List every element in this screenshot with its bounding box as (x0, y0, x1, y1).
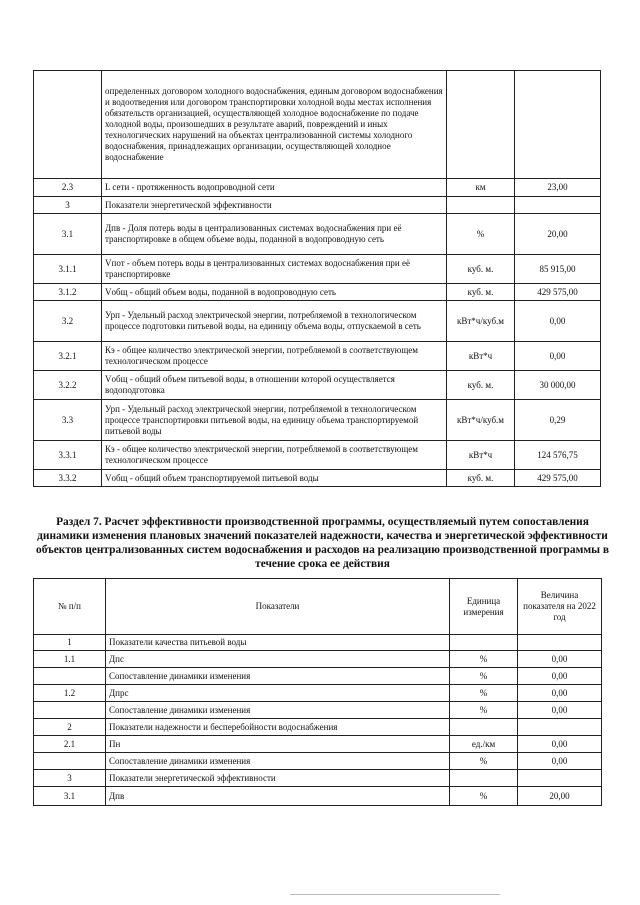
table-row (34, 702, 602, 719)
row-number: 3.2 (34, 301, 102, 342)
row-unit: % (450, 668, 518, 685)
row-value: 0,00 (515, 301, 601, 342)
table-row (34, 342, 601, 371)
row-description: Показатели качества питьевой воды (106, 635, 450, 651)
header-number: № п/п (34, 579, 106, 635)
row-number: 2 (34, 719, 106, 736)
row-description: Показатели энергетической эффективности (106, 770, 450, 787)
row-unit: % (447, 214, 515, 255)
row-value (518, 719, 602, 736)
row-value: 124 576,75 (515, 441, 601, 470)
row-description: Дпв (106, 787, 450, 806)
row-description: Дпв - Доля потерь воды в централизованных системах водоснабжения при её транспортировке в общем объеме воды, поданной в водопроводную сеть (102, 214, 447, 255)
table-row (34, 787, 602, 806)
row-description: Кэ - общее количество электрической энергии, потребляемой в соответствующем технологическом процессе (102, 342, 447, 371)
row-description: Показатели надежности и бесперебойности водоснабжения (106, 719, 450, 736)
row-number (34, 702, 106, 719)
row-description: Сопоставление динамики изменения (106, 753, 450, 770)
row-unit: куб. м. (447, 284, 515, 301)
row-unit: % (450, 753, 518, 770)
row-unit: % (450, 651, 518, 668)
row-number: 3 (34, 197, 102, 214)
row-number: 1.1 (34, 651, 106, 668)
efficiency-indicators-table (33, 70, 601, 487)
row-value: 429 575,00 (515, 470, 601, 487)
row-value: 20,00 (515, 214, 601, 255)
row-number: 1 (34, 635, 106, 651)
row-number: 3.1.1 (34, 255, 102, 284)
table-row (34, 301, 601, 342)
row-number: 3.2.2 (34, 371, 102, 400)
table-row (34, 668, 602, 685)
page-bottom-rule (290, 894, 500, 895)
table-row (34, 71, 601, 179)
row-value: 23,00 (515, 179, 601, 197)
table-row (34, 736, 602, 753)
row-description: Кэ - общее количество электрической энергии, потребляемой в соответствующем технологическом процессе (102, 441, 447, 470)
table-row (34, 685, 602, 702)
table-row (34, 635, 602, 651)
row-unit: кВт*ч/куб.м (447, 301, 515, 342)
row-unit: % (450, 685, 518, 702)
row-unit: куб. м. (447, 371, 515, 400)
row-unit (447, 197, 515, 214)
row-description: Сопоставление динамики изменения (106, 702, 450, 719)
row-value (515, 71, 601, 179)
row-value: 0,00 (518, 736, 602, 753)
row-number: 3.3.1 (34, 441, 102, 470)
table-row (34, 719, 602, 736)
header-value: Величина показателя на 2022 год (518, 579, 602, 635)
row-unit: куб. м. (447, 255, 515, 284)
row-value: 0,00 (518, 668, 602, 685)
row-value (515, 197, 601, 214)
row-number: 2.1 (34, 736, 106, 753)
table-row (34, 400, 601, 441)
row-description: Пн (106, 736, 450, 753)
row-unit: куб. м. (447, 470, 515, 487)
row-number: 2.3 (34, 179, 102, 197)
table-row (34, 441, 601, 470)
row-number (34, 753, 106, 770)
row-number: 3.2.1 (34, 342, 102, 371)
row-number: 3 (34, 770, 106, 787)
table-row (34, 753, 602, 770)
row-number: 1.2 (34, 685, 106, 702)
header-unit: Единица измерения (450, 579, 518, 635)
table-header-row (34, 579, 602, 635)
program-efficiency-table (33, 578, 602, 806)
row-unit: % (450, 702, 518, 719)
row-description: Показатели энергетической эффективности (102, 197, 447, 214)
table-row (34, 214, 601, 255)
row-number: 3.3.2 (34, 470, 102, 487)
row-unit: кВт*ч (447, 441, 515, 470)
table-row (34, 651, 602, 668)
table-row (34, 197, 601, 214)
row-number: 3.3 (34, 400, 102, 441)
row-description: Vобщ - общий объем питьевой воды, в отношении которой осуществляется водоподготовка (102, 371, 447, 400)
row-description: L сети - протяженность водопроводной сети (102, 179, 447, 197)
row-value: 85 915,00 (515, 255, 601, 284)
row-value: 0,29 (515, 400, 601, 441)
row-number: 3.1.2 (34, 284, 102, 301)
row-number: 3.1 (34, 787, 106, 806)
row-value: 0,00 (518, 702, 602, 719)
row-unit: % (450, 787, 518, 806)
row-description: Сопоставление динамики изменения (106, 668, 450, 685)
row-unit (447, 71, 515, 179)
row-value: 20,00 (518, 787, 602, 806)
section-7-heading: Раздел 7. Расчет эффективности производственной программы, осуществляемый путем сопоставления динамики изменения плановых значений показателей надежности, качества и энергетической эффективности объектов централизованных систем водоснабжения и расходов на реализацию производственной программы в течение срока ее действия (36, 516, 609, 570)
row-unit (450, 635, 518, 651)
row-unit: ед./км (450, 736, 518, 753)
table-row (34, 470, 601, 487)
row-description: Vобщ - общий объем воды, поданной в водопроводную сеть (102, 284, 447, 301)
row-description: Vобщ - общий объем транспортируемой питьевой воды (102, 470, 447, 487)
row-number (34, 71, 102, 179)
row-description: Дпрс (106, 685, 450, 702)
row-description: Дпс (106, 651, 450, 668)
row-description: Урп - Удельный расход электрической энергии, потребляемой в технологическом процессе подготовки питьевой воды, на единицу объема воды, отпускаемой в сеть (102, 301, 447, 342)
header-indicators: Показатели (106, 579, 450, 635)
table-row (34, 179, 601, 197)
row-unit (450, 770, 518, 787)
row-unit: кВт*ч (447, 342, 515, 371)
row-description: Урп - Удельный расход электрической энергии, потребляемой в технологическом процессе транспортировки питьевой воды, на единицу объема транспортируемой питьевой воды (102, 400, 447, 441)
row-description: Vпот - объем потерь воды в централизованных системах водоснабжения при её транспортировке (102, 255, 447, 284)
row-unit (450, 719, 518, 736)
row-description: определенных договором холодного водоснабжения, единым договором водоснабжения и водоотведения или договором транспортировки холодной воды местах исполнения обязательств организацией, осуществляющей холодное водоснабжение по подаче холодной воды, произошедших в результате аварий, повреждений и иных технологических нарушений на объектах централизованной системы холодного водоснабжения, принадлежащих организации, осуществляющей холодное водоснабжение (102, 71, 447, 179)
table-row (34, 371, 601, 400)
row-value (518, 770, 602, 787)
table-row (34, 255, 601, 284)
row-unit: км (447, 179, 515, 197)
row-value: 0,00 (518, 753, 602, 770)
row-value: 30 000,00 (515, 371, 601, 400)
row-value: 0,00 (515, 342, 601, 371)
row-value (518, 635, 602, 651)
table-row (34, 284, 601, 301)
row-number (34, 668, 106, 685)
row-value: 0,00 (518, 685, 602, 702)
row-value: 0,00 (518, 651, 602, 668)
row-unit: кВт*ч/куб.м (447, 400, 515, 441)
table-row (34, 770, 602, 787)
row-value: 429 575,00 (515, 284, 601, 301)
row-number: 3.1 (34, 214, 102, 255)
